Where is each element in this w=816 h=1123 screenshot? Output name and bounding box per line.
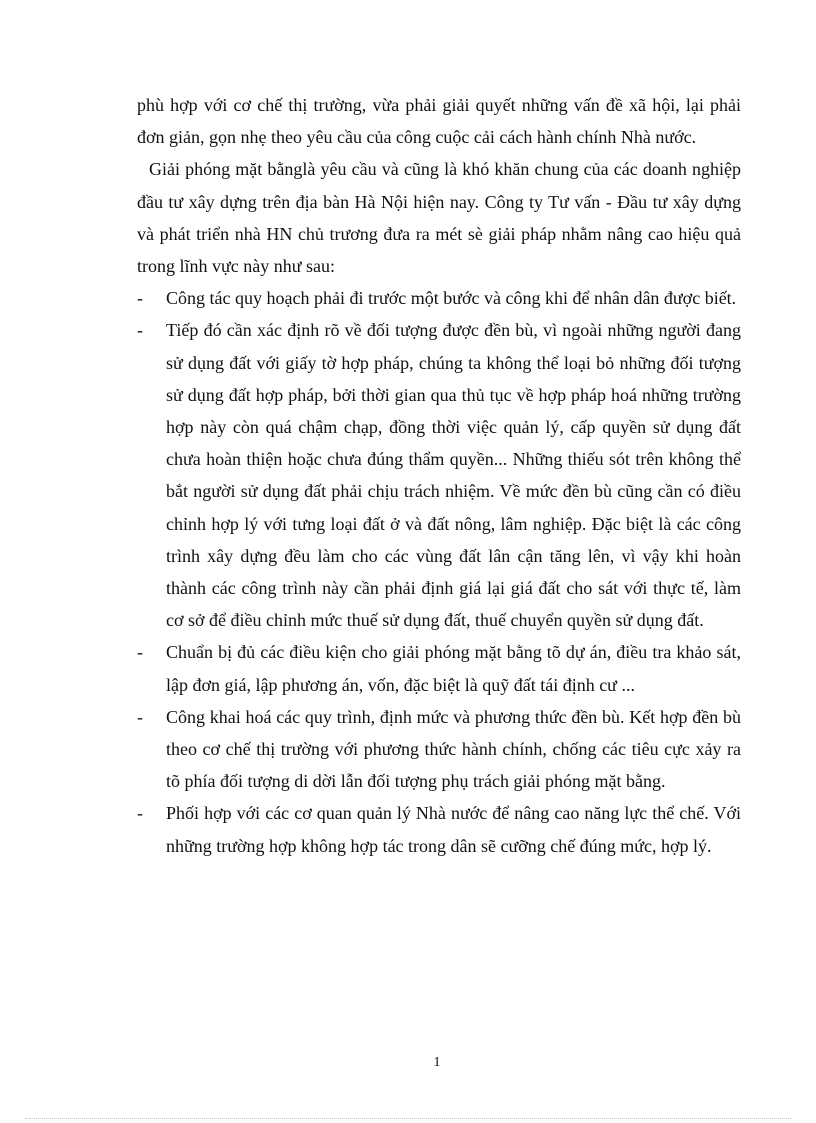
paragraph-continuation: phù hợp với cơ chế thị trường, vừa phải giải quyết những vấn đề xã hội, lại phải đơn giản, gọn nhẹ theo yêu cầu của công cuộc cải cách hành chính Nhà nước.: [137, 95, 741, 148]
solution-list: [137, 282, 741, 862]
list-item-text: Tiếp đó cần xác định rõ về đối tượng được đền bù, vì ngoài những người đang sử dụng đất với giấy tờ hợp pháp, chúng ta không thể loại bỏ những đối tượng sử dụng đất hợp pháp, bởi thời gian qua thủ tục về hợp pháp hoá những trường hợp này còn quá chậm chạp, đồng thời việc quản lý, cấp quyền sử dụng đất chưa hoàn thiện hoặc chưa đúng thẩm quyền... Những thiếu sót trên không thể bắt người sử dụng đất phải chịu trách nhiệm. Về mức đền bù cũng cần có điều chỉnh hợp lý với tưng loại đất ở và đất nông, lâm nghiệp. Đặc biệt là các công trình xây dựng đều làm cho các vùng đất lân cận tăng lên, vì vậy khi hoàn thành các công trình này cần phải định giá lại giá đất cho sát với thực tế, làm cơ sở để điều chỉnh mức thuế sử dụng đất, thuế chuyển quyền sử dụng đất.: [166, 320, 741, 631]
page-number: 1: [433, 1055, 441, 1070]
list-item-text: Công khai hoá các quy trình, định mức và phương thức đền bù. Kết hợp đền bù theo cơ chế thị trường với phương thức hành chính, chống các tiêu cực xảy ra tõ phía đối tượng di dời lẫn đối tượng phụ trách giải phóng mặt bằng.: [166, 706, 741, 792]
bullet-dash: -: [137, 803, 143, 824]
list-item: [137, 636, 741, 700]
list-item-text: Phối hợp với các cơ quan quản lý Nhà nước để nâng cao năng lực thể chế. Với những trường hợp không hợp tác trong dân sẽ cưỡng chế đúng mức, hợp lý.: [166, 803, 741, 856]
list-item: [137, 314, 741, 636]
document-page: [137, 89, 741, 862]
bullet-dash: -: [137, 288, 143, 309]
bullet-dash: -: [137, 642, 143, 663]
list-item: [137, 797, 741, 861]
list-item-text: Công tác quy hoạch phải đi trước một bước và công khi để nhân dân được biết.: [166, 288, 737, 309]
list-item-text: Chuẩn bị đủ các điều kiện cho giải phóng mặt bằng tõ dự án, điều tra khảo sát, lập đơn giá, lập phương án, vốn, đặc biệt là quỹ đất tái định cư ...: [166, 642, 741, 695]
bullet-dash: -: [137, 320, 143, 341]
list-item: [137, 701, 741, 798]
bullet-dash: -: [137, 706, 143, 727]
list-item: [137, 282, 741, 314]
page-bottom-divider: [25, 1118, 791, 1119]
paragraph-intro-solutions: Giải phóng mặt bằnglà yêu cầu và cũng là khó khăn chung của các doanh nghiệp đầu tư xây dựng trên địa bàn Hà Nội hiện nay. Công ty Tư vấn - Đầu tư xây dựng và phát triển nhà HN chủ trương đưa ra mét sè giải pháp nhằm nâng cao hiệu quả trong lĩnh vực này như sau:: [137, 159, 741, 277]
